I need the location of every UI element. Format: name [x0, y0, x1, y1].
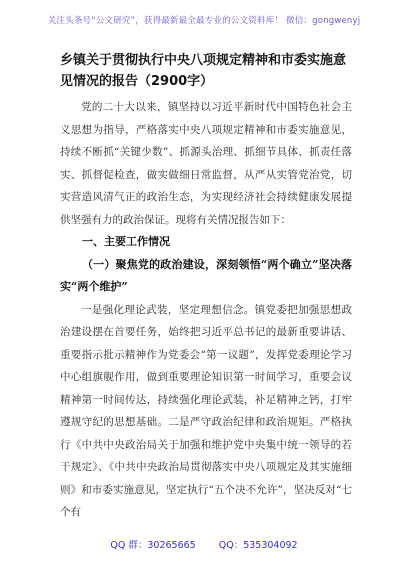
footer-qq: QQ：535304092 — [218, 540, 298, 551]
section-heading: 一、主要工作情况 — [82, 235, 170, 248]
subsection-heading: （一）聚焦党的政治建设，深刻领悟“两个确立”坚决落实“两个维护” — [60, 257, 352, 293]
document-title: 乡镇关于贯彻执行中央八项规定精神和市委实施意见情况的报告（2900字） — [60, 53, 347, 89]
header-note: 关注头条号“公文研究”，获得最新最全最专业的公文资料库！ 微信：gongwenyj — [47, 16, 361, 26]
body-paragraph: 一是强化理论武装，坚定理想信念。镇党委把加强思想政治建设摆在首要任务，始终把习近平总书记的最新重要讲话、重要指示批示精神作为党委会“第一议题”，发挥党委理论学习中心组旗舰作用，做到重要理论知识第一时间学习，重要会议精神第一时间传达，持续强化理论武装，补足精神之钙，打牢遵规守纪的思想基础。二是严守政治纪律和政治规矩。严格执行《中共中央政治局关于加强和维护党中央集中统一领导的若干规定》、《中共中央政治局贯彻落实中央八项规定及其实施细则》和市委实施意见，坚定执行“五个决不允许”，坚决反对“七个有 — [60, 303, 352, 518]
document-body — [60, 96, 352, 524]
footer-qq-group: QQ 群：30265665 — [110, 540, 196, 551]
footer-contact — [0, 537, 408, 551]
intro-paragraph: 党的二十大以来，镇坚持以习近平新时代中国特色社会主义思想为指导，严格落实中央八项规定精神和市委实施意见，持续不断抓“关键少数”、抓源头治理、抓细节具体、抓责任落实、抓督促检查，做实做细日常监督，从严从实管党治党，切实营造风清气正的政治生态，为实现经济社会持续健康发展提供坚强有力的政治保证。现将有关情况报告如下： — [60, 101, 352, 226]
